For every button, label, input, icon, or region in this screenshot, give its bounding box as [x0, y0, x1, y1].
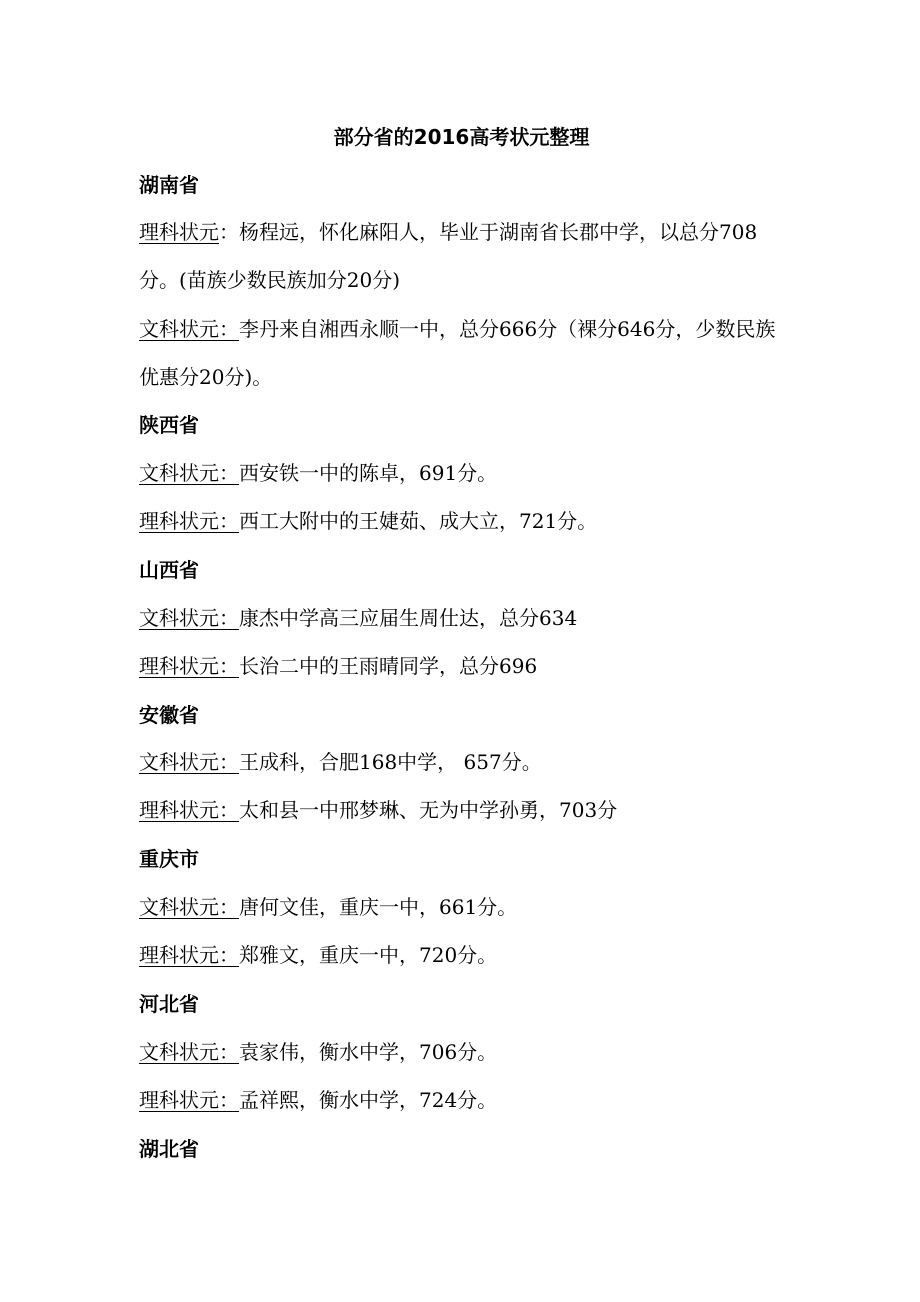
document-title: 部分省的2016高考状元整理	[333, 125, 590, 149]
entry-label: 文科状元：	[139, 461, 239, 485]
entry-hunan-science	[139, 208, 779, 304]
entry-label: 文科状元：	[139, 750, 239, 774]
entry-shanxi-arts	[139, 594, 779, 642]
province-heading-hubei: 湖北省	[139, 1137, 199, 1161]
entry-text: 孟祥熙，衡水中学，724分。	[239, 1088, 498, 1112]
entry-shaanxi-science	[139, 497, 779, 545]
entry-text: 王成科，合肥168中学， 657分。	[239, 750, 542, 774]
entry-hunan-arts	[139, 305, 779, 401]
entry-text: 太和县一中邢梦琳、无为中学孙勇，703分	[239, 798, 618, 822]
entry-text: 杨程远，怀化麻阳人，毕业于湖南省长郡中学，以总分708分。(苗族少数民族加分20分)	[139, 220, 758, 292]
entry-label: 理科状元	[139, 220, 219, 244]
entry-text: 西安铁一中的陈卓，691分。	[239, 461, 498, 485]
entry-label: 文科状元：	[139, 1040, 239, 1064]
entry-hebei-science	[139, 1076, 779, 1124]
entry-label: 理科状元：	[139, 1088, 239, 1112]
entry-text: 李丹来自湘西永顺一中，总分666分（裸分646分，少数民族优惠分20分)。	[139, 317, 776, 389]
entry-chongqing-arts	[139, 883, 779, 931]
entry-shanxi-science	[139, 642, 779, 690]
entry-label: 文科状元：	[139, 606, 239, 630]
entry-label: 理科状元：	[139, 943, 239, 967]
entry-label: 文科状元：	[139, 317, 239, 341]
entry-label: 理科状元：	[139, 798, 239, 822]
province-heading-hunan: 湖南省	[139, 173, 199, 197]
entry-text: 康杰中学高三应届生周仕达，总分634	[239, 606, 578, 630]
entry-separator: ：	[219, 220, 239, 244]
province-heading-chongqing: 重庆市	[139, 847, 199, 871]
entry-text: 唐何文佳，重庆一中，661分。	[239, 895, 518, 919]
entry-text: 西工大附中的王婕茹、成大立，721分。	[239, 509, 598, 533]
entry-shaanxi-arts	[139, 449, 779, 497]
province-heading-shaanxi: 陕西省	[139, 413, 199, 437]
entry-anhui-science	[139, 786, 779, 834]
province-heading-shanxi: 山西省	[139, 558, 199, 582]
entry-text: 袁家伟，衡水中学，706分。	[239, 1040, 498, 1064]
entry-label: 理科状元：	[139, 509, 239, 533]
entry-anhui-arts	[139, 738, 779, 786]
entry-chongqing-science	[139, 931, 779, 979]
province-heading-hebei: 河北省	[139, 992, 199, 1016]
entry-text: 长治二中的王雨晴同学，总分696	[239, 654, 538, 678]
entry-label: 理科状元：	[139, 654, 239, 678]
province-heading-anhui: 安徽省	[139, 703, 199, 727]
entry-text: 郑雅文，重庆一中，720分。	[239, 943, 498, 967]
entry-hebei-arts	[139, 1028, 779, 1076]
entry-label: 文科状元：	[139, 895, 239, 919]
